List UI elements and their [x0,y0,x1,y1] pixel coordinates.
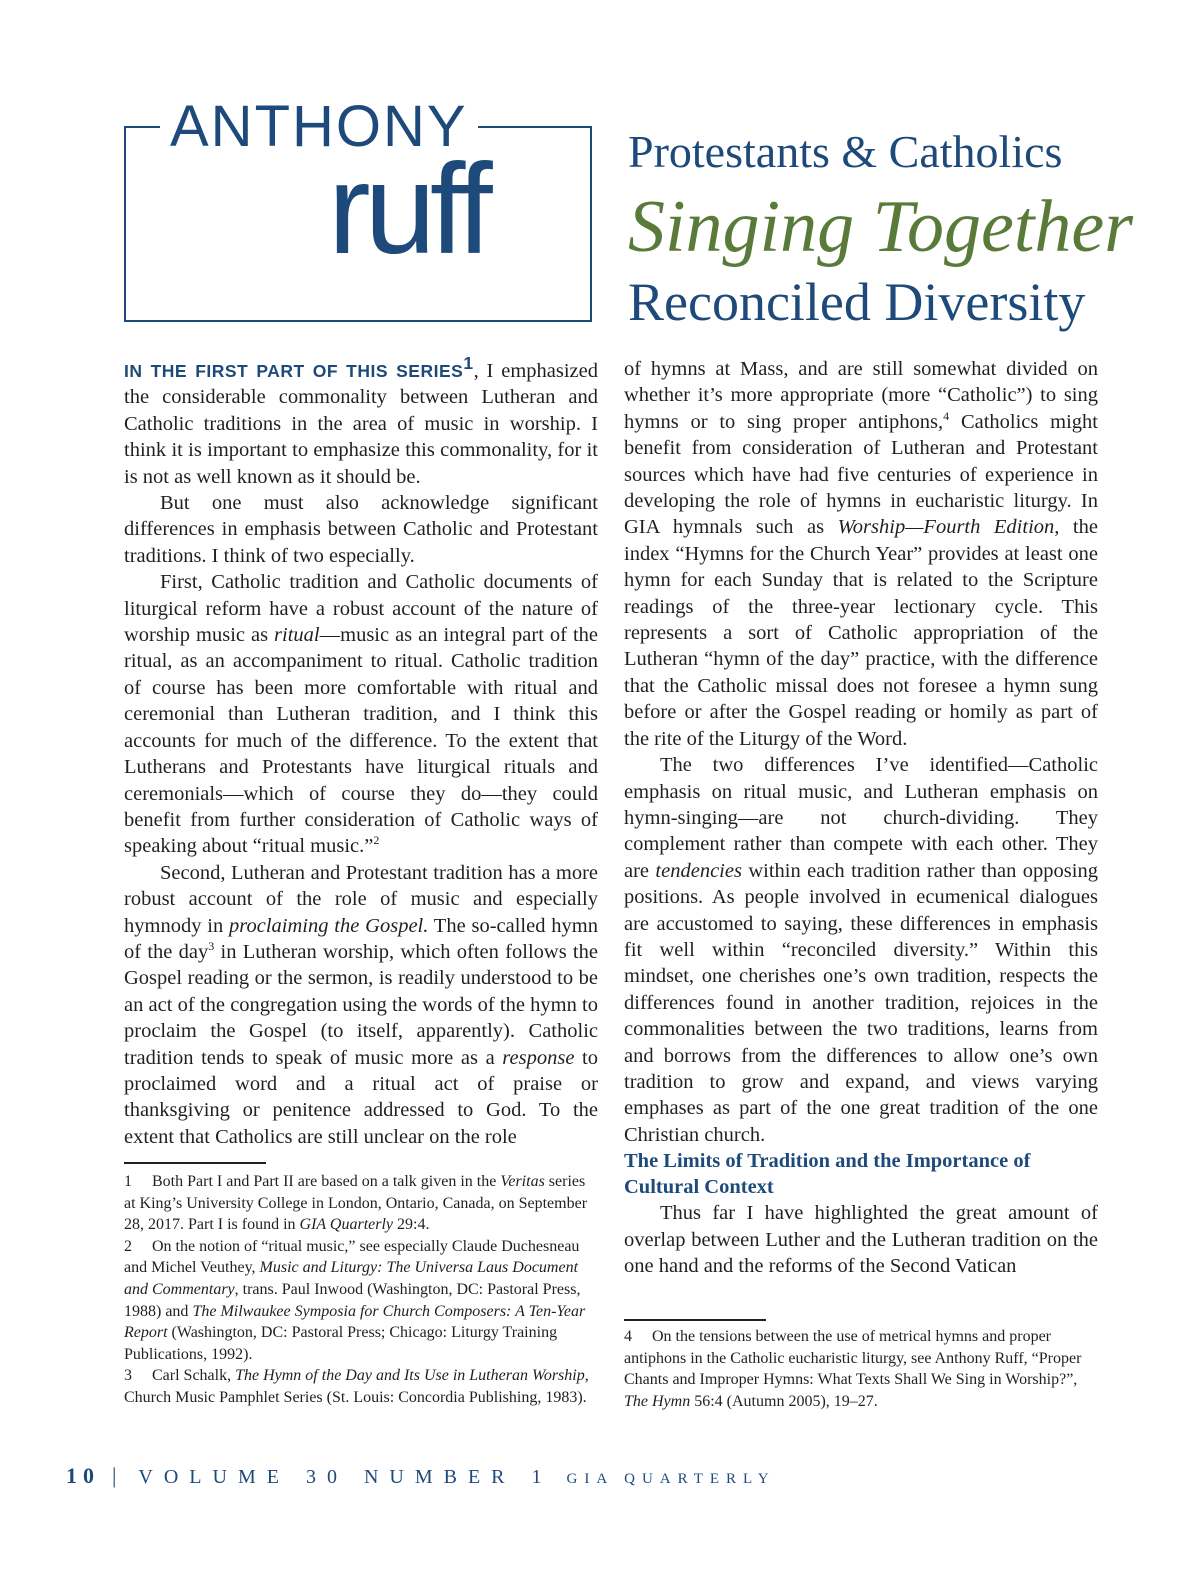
magazine-name: GIA QUARTERLY [566,1471,776,1487]
footnote: 3 Carl Schalk, The Hymn of the Day and Its Use in Lutheran Worship, Church Music Pamphlet Series (St. Louis: Concordia Publishing, 1983). [124,1367,589,1406]
footnote: 4 On the tensions between the use of metrical hymns and proper antiphons in the Catholic eucharistic liturgy, see Anthony Ruff, “Proper Chants and Improper Hymns: What Texts Shall We Sing in Worship?”, The Hymn 56:4 (Autumn 2005), 19–27. [624,1328,1082,1410]
footnote-ref: 3 [208,939,215,954]
paragraph: Second, Lutheran and Protestant tradition has a more robust account of the role of music and especially hymnody in proclaiming the Gospel. The so-called hymn of the day$^3$ in Lutheran worship, which often follows the Gospel reading or the sermon, is readily understood to be an act of the congregation using the words of the hymn to proclaim the Gospel (to itself, apparently). Catholic tradition tends to speak of music more as a response to proclaimed word and a ritual act of praise or thanksgiving or penitence addressed to God. To the extent that Catholics are still unclear on the role [124,861,598,1148]
footnote-rule [624,1319,766,1321]
footnote-ref: 1 [463,353,474,374]
paragraph: of hymns at Mass, and are still somewhat divided on whether it’s more appropriate (more “Catholic”) to sing hymns or to sing proper antiphons,$^4$ Catholics might benefit from consideration of Lutheran and Protestant sources which have had five centuries of experience in developing the role of hymns in eucharistic liturgy. In GIA hymnals such as Worship—Fourth Edition, the index “Hymns for the Church Year” provides at least one hymn for each Sunday that is related to the Scripture readings of the three-year lectionary cycle. This represents a sort of Catholic appropriation of the Lutheran “hymn of the day” practice, with the difference that the Catholic missal does not foresee a hymn sung before or after the Gospel reading or homily as part of the rite of the Liturgy of the Word. [624,358,1098,750]
page-number: 10 [66,1463,100,1488]
article-title-line3: Reconciled Diversity [628,272,1086,332]
page-footer [66,1462,776,1493]
article-title-line2: Singing Together [628,186,1134,268]
footnote: 1 Both Part I and Part II are based on a talk given in the Veritas series at King’s University College in London, Ontario, Canada, on September 28, 2017. Part I is found in GIA Quarterly 29:4. [124,1173,588,1234]
paragraph: First, Catholic tradition and Catholic documents of liturgical reform have a robust account of the nature of worship music as ritual—music as an integral part of the ritual, as an accompaniment to ritual. Catholic tradition of course has been more comfortable with ritual and ceremonial than Lutheran tradition, and I think this accounts for much of the difference. To the extent that Lutherans and Protestants have liturgical rituals and ceremonials—which of course they do—they could benefit from further consideration of Catholic ways of speaking about “ritual music.”$^2$ [124,571,598,858]
section-heading: The Limits of Tradition and the Importance of Cultural Context [624,1150,1031,1199]
author-first-name: ANTHONY [160,92,478,162]
author-last-name: ruff [328,138,487,281]
footnote-rule [124,1162,266,1164]
right-column [624,356,1098,1279]
issue-label: VOLUME 30 NUMBER 1 [138,1466,553,1488]
paragraph: IN THE FIRST PART OF THIS SERIES$^1$, I emphasized the considerable commonality between Lutheran and Catholic traditions in the area of music in worship. I think it is important to emphasize this commonality, for it is not as well known as it should be. [124,353,598,488]
article-title-line1: Protestants & Catholics [628,126,1063,177]
footnotes-right [624,1326,1102,1412]
footnotes-left [124,1171,594,1409]
lead-in: IN THE FIRST PART OF THIS SERIES [124,361,464,381]
paragraph: The two differences I’ve identified—Catholic emphasis on ritual music, and Lutheran emphasis on hymn-singing—are not church-dividing. They complement rather than compete with each other. They are tendencies within each tradition rather than opposing positions. As people involved in ecumenical dialogues are accustomed to saying, these differences in emphasis fit well within “reconciled diversity.” Within this mindset, one cherishes one’s own tradition, respects the differences found in another tradition, rejoices in the commonalities between the two traditions, learns from and borrows from the differences to allow one’s own tradition to grow and expand, and views varying emphases as part of the one great tradition of the one Christian church. [624,754,1098,1146]
left-column [124,353,598,1150]
footnote-ref: 4 [943,408,950,423]
footnote-ref: 2 [373,833,380,848]
footer-separator: | [112,1463,117,1488]
footnote: 2 On the notion of “ritual music,” see especially Claude Duchesneau and Michel Veuthey, Music and Liturgy: The Universa Laus Document and Commentary, trans. Paul Inwood (Washington, DC: Pastoral Press, 1988) and The Milwaukee Symposia for Church Composers: A Ten-Year Report (Washington, DC: Pastoral Press; Chicago: Liturgy Training Publications, 1992). [124,1237,586,1363]
paragraph: Thus far I have highlighted the great amount of overlap between Luther and the Lutheran tradition on the one hand and the reforms of the Second Vatican [624,1202,1098,1277]
paragraph: But one must also acknowledge significant differences in emphasis between Catholic and Protestant traditions. I think of two especially. [124,492,598,567]
